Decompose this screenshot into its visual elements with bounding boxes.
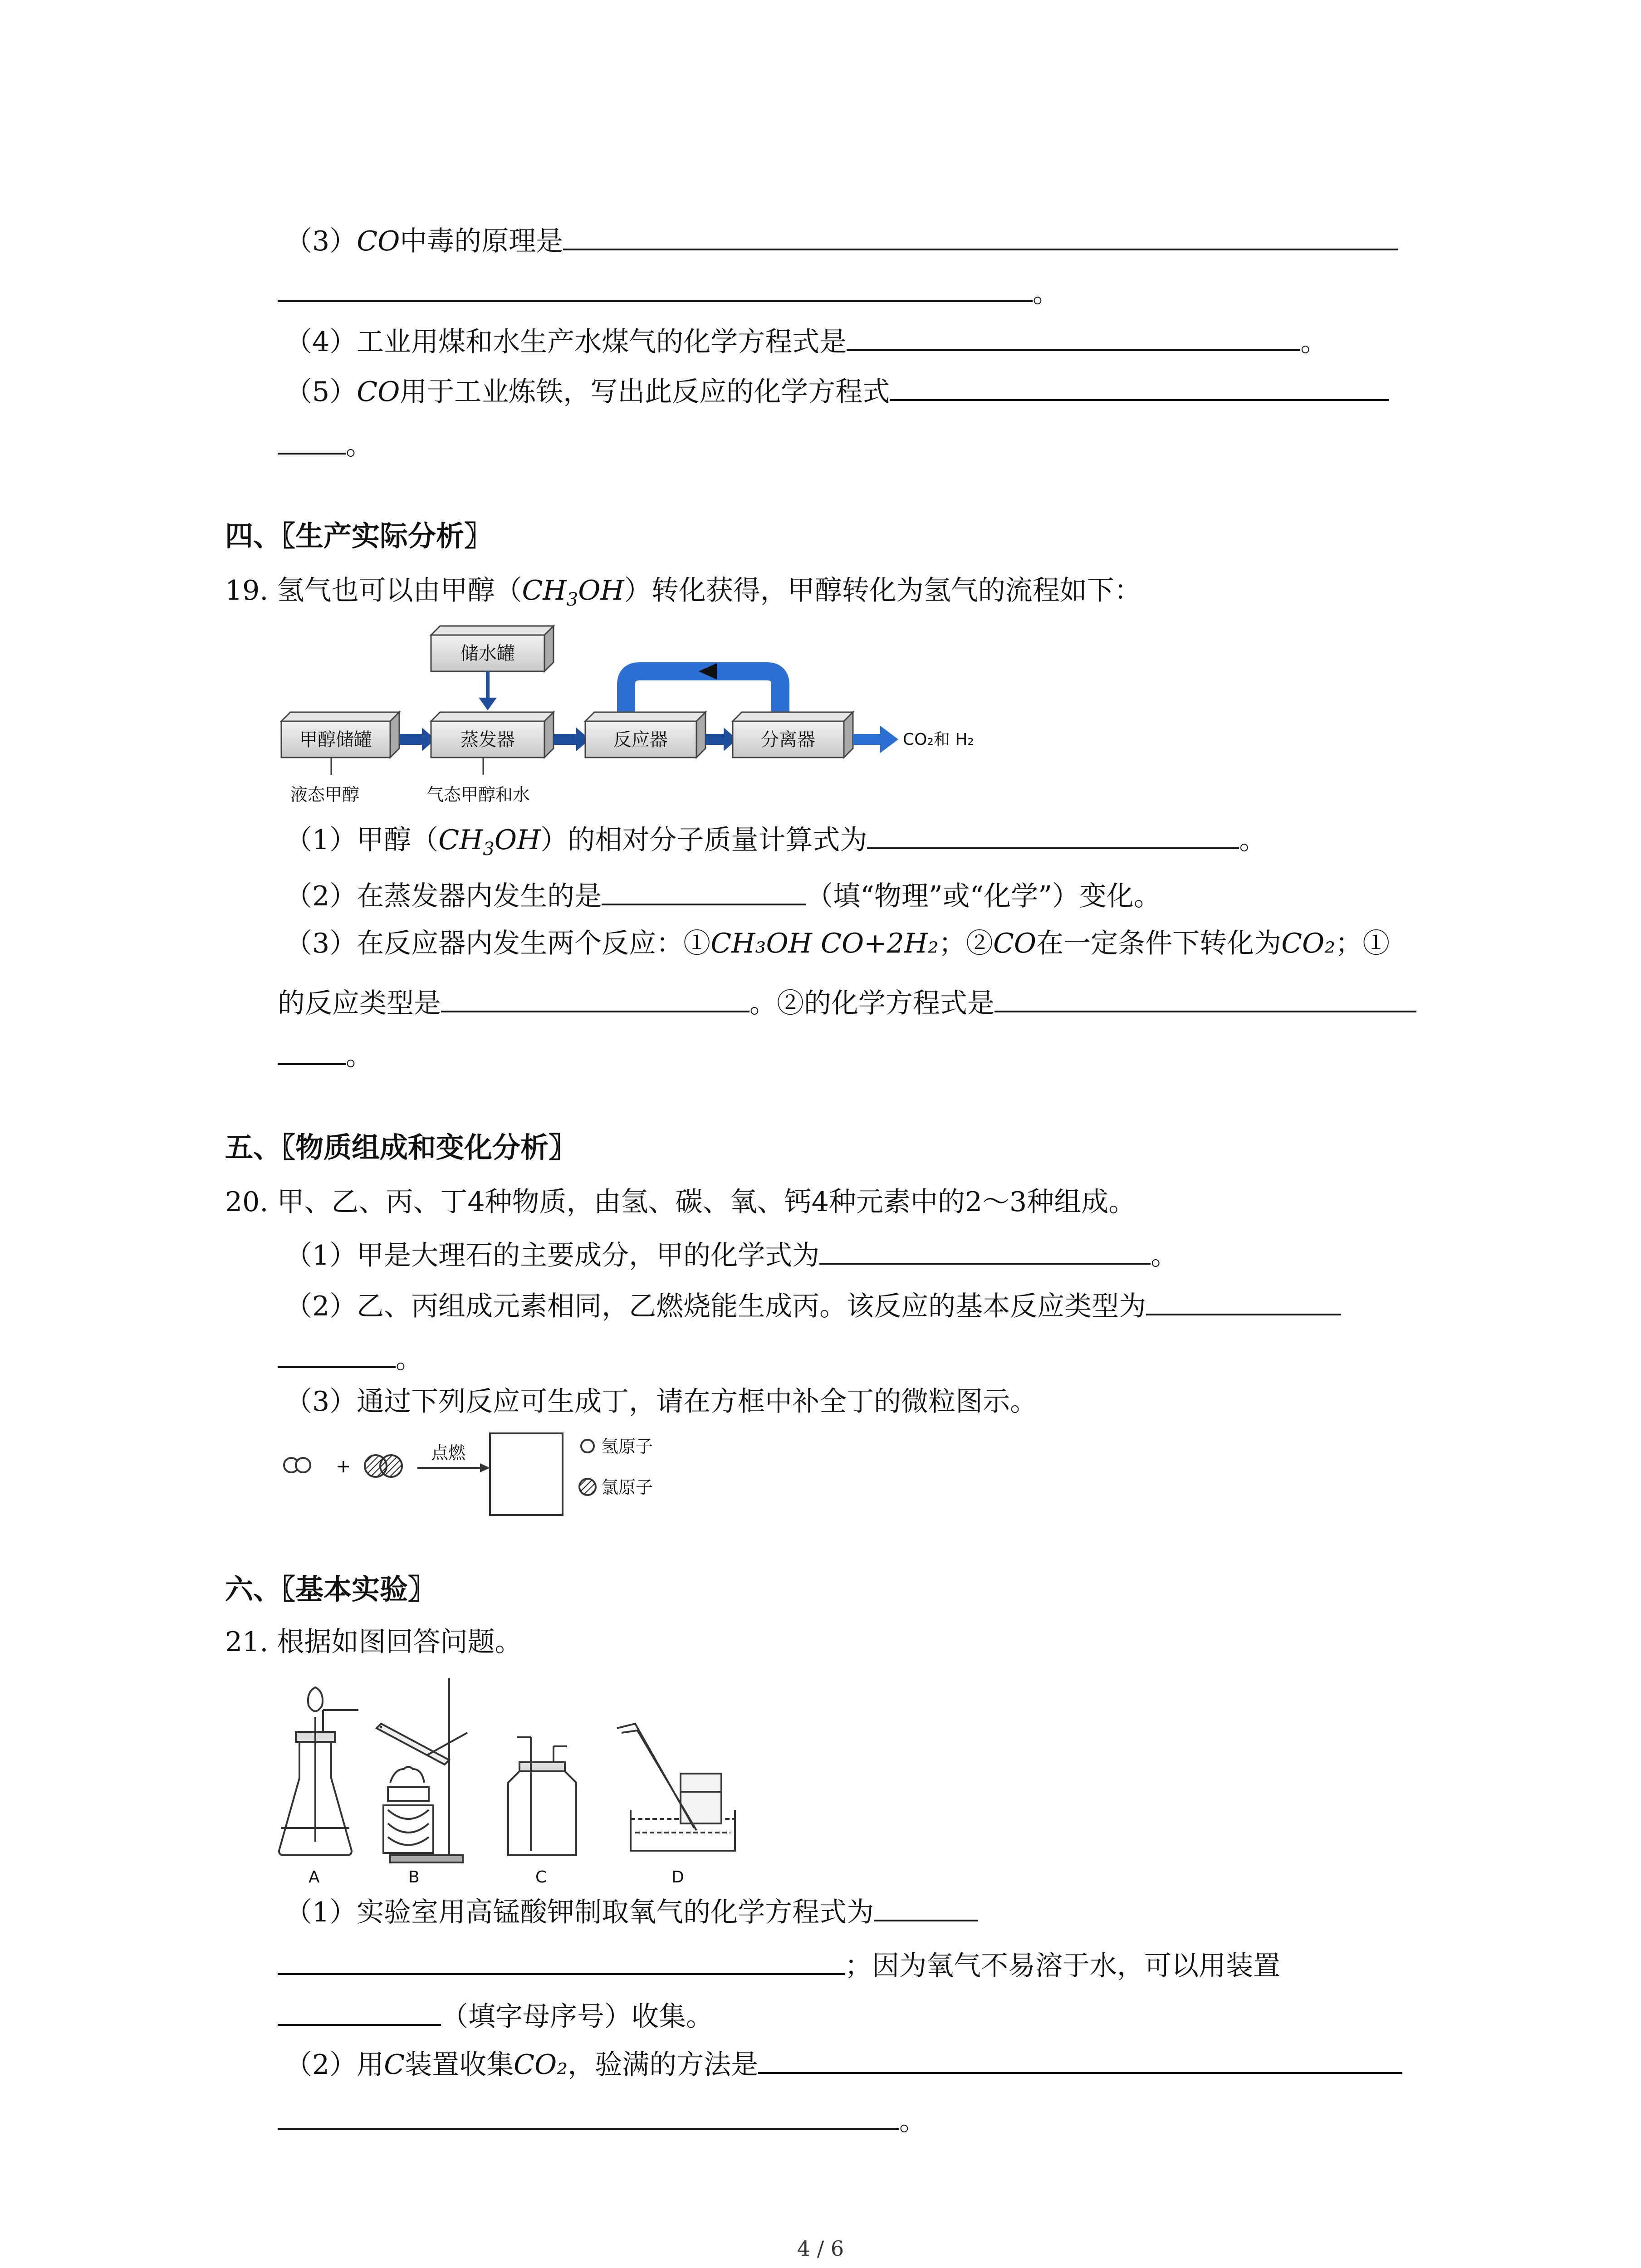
q20-part2-cont: 。 — [278, 1338, 423, 1377]
svg-text:蒸发器: 蒸发器 — [460, 729, 515, 750]
answer-blank[interactable] — [819, 1235, 1151, 1265]
q18-part3-cont: 。 — [278, 272, 1060, 311]
answer-blank[interactable] — [278, 1945, 845, 1975]
answer-blank[interactable] — [890, 371, 1389, 401]
svg-text:反应器: 反应器 — [613, 729, 668, 750]
svg-text:D: D — [671, 1868, 684, 1887]
product-answer-box[interactable] — [490, 1433, 563, 1515]
answer-blank[interactable] — [563, 220, 1398, 250]
q20-part1: （1）甲是大理石的主要成分，甲的化学式为 。 — [285, 1235, 1178, 1274]
flow-arrow-head — [479, 698, 497, 710]
gas-mixture-label: 气态甲醇和水 — [426, 785, 530, 805]
svg-text:A: A — [309, 1868, 320, 1887]
reaction-arrow — [480, 1463, 490, 1472]
q21-part2-cont: 。 — [278, 2100, 926, 2139]
apparatus-c-bottle — [508, 1737, 576, 1855]
q18-part3: （3）CO中毒的原理是 — [285, 220, 1398, 259]
flow-arrow — [554, 728, 590, 751]
q20-part3: （3）通过下列反应可生成丁，请在方框中补全丁的微粒图示。 — [285, 1386, 1038, 1418]
answer-blank[interactable] — [278, 425, 346, 455]
evaporator-box — [431, 712, 554, 758]
q19-stem: 19. 氢气也可以由甲醇$(CH_3OH)$转化获得，甲醇转化为氢气的流程如下： — [225, 575, 1141, 610]
liquid-methanol-label: 液态甲醇 — [290, 785, 360, 805]
svg-text:C: C — [535, 1868, 547, 1887]
answer-blank[interactable] — [441, 982, 749, 1012]
flow-arrow — [853, 726, 898, 753]
chlorine-molecule — [365, 1455, 402, 1477]
answer-blank[interactable] — [278, 272, 1033, 302]
answer-blank[interactable] — [874, 1892, 978, 1921]
answer-blank[interactable] — [602, 875, 806, 905]
answer-blank[interactable] — [1146, 1286, 1341, 1315]
q18-part4: （4）工业用煤和水生产水煤气的化学方程式是 。 — [285, 321, 1327, 360]
recycle-loop — [626, 671, 780, 714]
water-tank-box — [431, 626, 554, 671]
plus-sign: + — [336, 1456, 351, 1477]
q20-part2: （2）乙、丙组成元素相同，乙燃烧能生成丙。该反应的基本反应类型为 — [285, 1286, 1341, 1325]
q21-part1: （1）实验室用高锰酸钾制取氧气的化学方程式为 — [285, 1892, 978, 1931]
methanol-flow-diagram — [277, 621, 985, 812]
section-4-heading: 四、〖生产实际分析〗 — [225, 519, 493, 552]
methanol-tank-box — [281, 712, 399, 758]
q21-part1-cont: ；因为氧气不易溶于水，可以用装置 — [278, 1945, 1280, 1984]
hydrogen-molecule — [284, 1458, 310, 1472]
answer-blank[interactable] — [867, 819, 1239, 849]
q21-part1-end: （填字母序号）收集。 — [278, 1996, 713, 2035]
apparatus-a-flask — [279, 1687, 358, 1855]
legend-chlorine: 氯原子 — [601, 1477, 653, 1497]
q19-part3: （3）在反应器内发生两个反应：①CH₃OH CO+2H₂；②CO在一定条件下转化为CO₂；① — [285, 928, 1390, 959]
flow-arrow — [399, 728, 436, 751]
section-6-heading: 六、〖基本实验〗 — [225, 1573, 436, 1606]
answer-blank[interactable] — [278, 2100, 899, 2130]
q18-part5: （5）CO用于工业炼铁，写出此反应的化学方程式 — [285, 371, 1389, 410]
particle-reaction-diagram — [277, 1429, 730, 1520]
q21-part2: （2）用C装置收集CO₂，验满的方法是 — [285, 2044, 1402, 2083]
q20-stem: 20. 甲、乙、丙、丁4种物质，由氢、碳、氧、钙4种元素中的2～3种组成。 — [225, 1186, 1136, 1218]
svg-text:甲醇储罐: 甲醇储罐 — [299, 729, 372, 750]
q19-part3-end: 。 — [278, 1035, 373, 1074]
svg-text:储水罐: 储水罐 — [460, 643, 515, 664]
reaction-condition: 点燃 — [431, 1443, 466, 1463]
section-5-heading: 五、〖物质组成和变化分析〗 — [225, 1131, 577, 1164]
answer-blank[interactable] — [278, 1338, 396, 1368]
legend-hydrogen: 氢原子 — [601, 1437, 653, 1457]
q18-part5-cont: 。 — [278, 425, 373, 464]
answer-blank[interactable] — [278, 1035, 346, 1065]
hydrogen-atom-legend-icon — [581, 1440, 594, 1452]
answer-blank[interactable] — [847, 321, 1300, 351]
answer-blank[interactable] — [278, 1996, 441, 2026]
apparatus-b-heating — [377, 1678, 467, 1862]
separator-box — [733, 712, 853, 758]
answer-blank[interactable] — [758, 2044, 1402, 2074]
chlorine-atom-legend-icon — [579, 1479, 596, 1495]
q19-part2: （2）在蒸发器内发生的是 （填“物理”或“化学”）变化。 — [285, 875, 1161, 914]
answer-blank[interactable] — [994, 982, 1416, 1012]
lab-apparatus-diagram — [272, 1674, 880, 1887]
output-label: CO₂和 H₂ — [903, 730, 974, 749]
q21-stem: 21. 根据如图回答问题。 — [225, 1626, 522, 1658]
q19-part1: （1）甲醇$(CH_3OH)$的相对分子质量计算式为 。 — [285, 819, 1266, 858]
page-number: 4 / 6 — [797, 2236, 844, 2261]
svg-text:分离器: 分离器 — [761, 729, 815, 750]
reactor-box — [585, 712, 705, 758]
svg-text:B: B — [408, 1868, 420, 1887]
apparatus-d-trough — [617, 1724, 735, 1851]
q19-part3-cont: 的反应类型是 。②的化学方程式是 — [278, 982, 1416, 1022]
